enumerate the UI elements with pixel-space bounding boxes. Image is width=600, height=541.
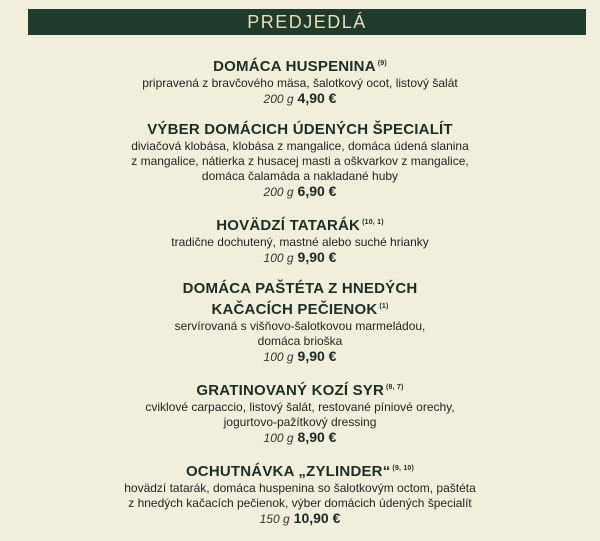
item-description: tradične dochutený, mastné alebo suché hrianky — [171, 235, 429, 249]
menu-list — [0, 55, 600, 541]
item-weight: 100 g — [263, 251, 294, 265]
item-price: 10,90 € — [293, 510, 341, 526]
price-line — [0, 250, 600, 266]
item-price: 4,90 € — [297, 90, 337, 106]
menu-item — [0, 460, 600, 527]
price-line — [0, 430, 600, 446]
price-line — [0, 349, 600, 365]
price-line — [0, 511, 600, 527]
allergen-codes: (8, 7) — [386, 384, 404, 391]
item-description: z hnedých kačacích pečienok, výber domácich údených špecialít — [128, 496, 472, 510]
item-price: 9,90 € — [297, 249, 337, 265]
item-description: cviklové carpaccio, listový šalát, restované píniové orechy, — [145, 400, 455, 414]
item-name-text: KAČACÍCH PEČIENOK — [211, 301, 378, 318]
menu-item — [0, 55, 600, 107]
allergen-codes: (10, 1) — [362, 219, 384, 226]
item-name-text: GRATINOVANÝ KOZÍ SYR — [196, 382, 385, 399]
item-description: diviačová klobása, klobása z mangalice, domáca údená slanina — [131, 139, 469, 153]
item-weight: 100 g — [263, 431, 294, 445]
allergen-codes: (1) — [379, 303, 389, 310]
item-weight: 100 g — [263, 350, 294, 364]
item-description: pripravená z bravčového mäsa, šalotkový ocot, listový šalát — [142, 76, 458, 90]
item-weight: 200 g — [263, 185, 294, 199]
item-name — [0, 214, 600, 235]
section-title: PREDJEDLÁ — [247, 11, 367, 32]
item-description: jogurtovo-pažítkový dressing — [223, 415, 377, 429]
item-price: 8,90 € — [297, 429, 337, 445]
menu-item — [0, 121, 600, 200]
item-name — [0, 379, 600, 400]
item-name — [0, 460, 600, 481]
menu-item — [0, 280, 600, 365]
item-name — [0, 280, 600, 298]
item-price: 6,90 € — [297, 183, 337, 199]
item-description: hovädzí tatarák, domáca huspenina so šalotkovým octom, paštéta — [124, 481, 476, 495]
item-weight: 150 g — [259, 512, 290, 526]
item-description: z mangalice, nátierka z husacej masti a oškvarkov z mangalice, — [131, 154, 469, 168]
item-name-text: DOMÁCA HUSPENINA — [213, 58, 376, 75]
item-name-text: OCHUTNÁVKA „ZYLINDER“ — [185, 463, 391, 480]
price-line — [0, 184, 600, 200]
item-description: domáca čalamáda a nakladané huby — [201, 169, 399, 183]
item-name-text: DOMÁCA PAŠTÉTA Z HNEDÝCH — [182, 280, 418, 297]
item-description: servírovaná s višňovo-šalotkovou marmeládou, — [174, 319, 426, 333]
item-name-text: HOVÄDZÍ TATARÁK — [216, 217, 361, 234]
item-description: domáca brioška — [257, 334, 343, 348]
menu-item — [0, 214, 600, 266]
allergen-codes: (9) — [377, 60, 387, 67]
item-weight: 200 g — [263, 92, 294, 106]
menu-item — [0, 379, 600, 446]
item-name — [0, 121, 600, 139]
section-header — [28, 9, 586, 35]
allergen-codes: (9, 10) — [392, 465, 415, 472]
item-price: 9,90 € — [297, 348, 337, 364]
item-name — [0, 55, 600, 76]
price-line — [0, 91, 600, 107]
item-name-line-2 — [0, 298, 600, 319]
item-name-text: VÝBER DOMÁCICH ÚDENÝCH ŠPECIALÍT — [147, 121, 453, 138]
